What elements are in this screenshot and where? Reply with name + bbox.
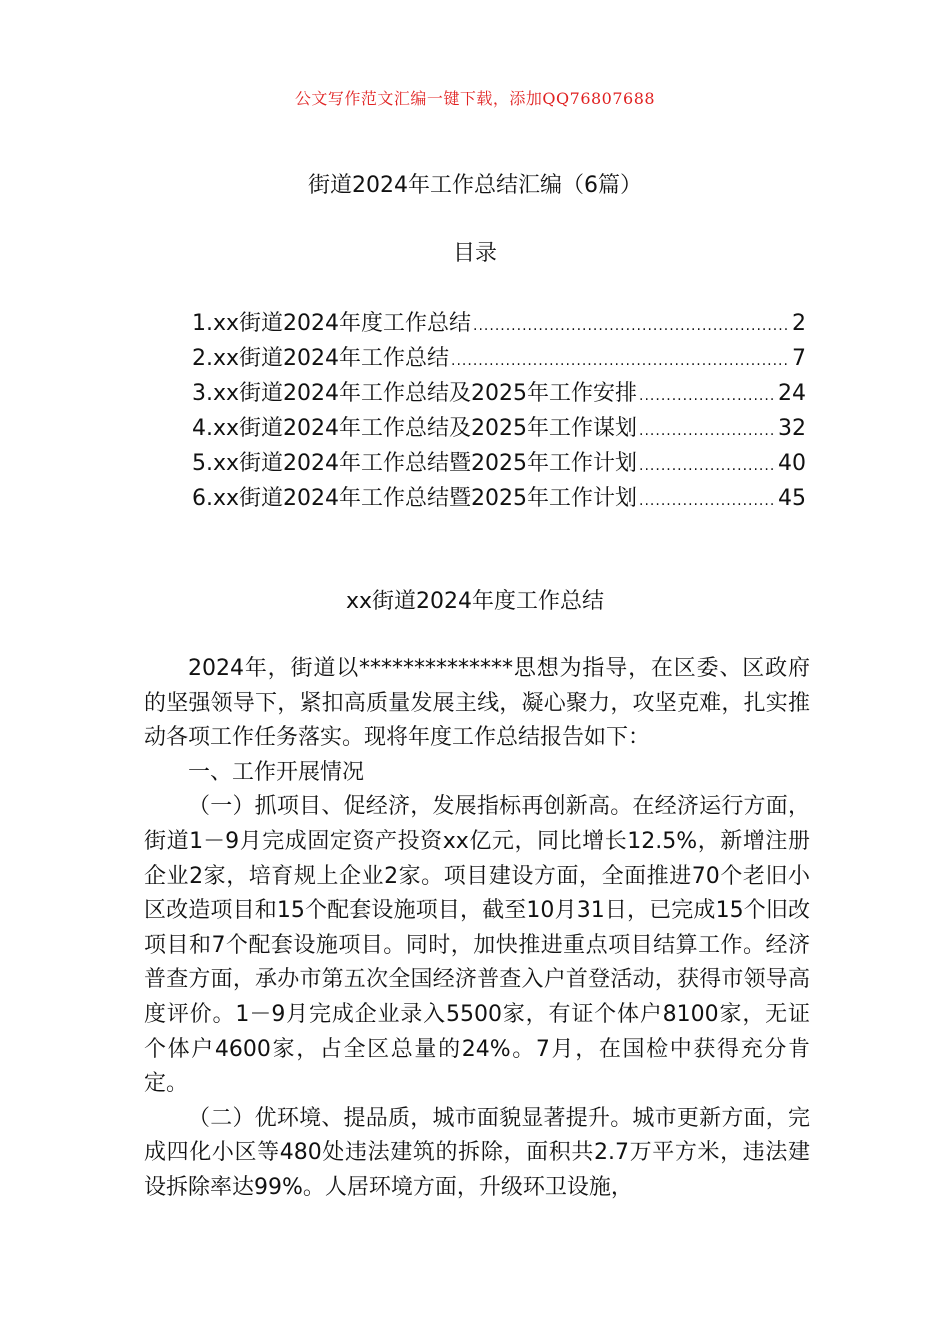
paragraph-intro: 2024年，街道以**************思想为指导，在区委、区政府的坚强领导下，紧扣高质量发展主线，凝心聚力，攻坚克难，扎实推动各项工作任务落实。现将年度工作总结报告如下： [144,656,810,751]
toc-entry-page: 2 [792,311,806,336]
toc-leader-dots [639,493,776,509]
toc-entry-label: 2.xx街道2024年工作总结 [192,346,450,371]
toc-entry[interactable] [192,481,806,516]
table-of-contents [192,306,806,516]
toc-entry[interactable] [192,411,806,446]
toc-entry-page: 7 [792,346,806,371]
document-title: 街道2024年工作总结汇编（6篇） [308,173,642,198]
toc-entry-label: 5.xx街道2024年工作总结暨2025年工作计划 [192,451,638,476]
toc-entry[interactable] [192,306,806,341]
toc-leader-dots [639,458,776,474]
toc-entry[interactable] [192,446,806,481]
toc-entry-page: 24 [778,381,806,406]
paragraph-economy: （一）抓项目、促经济，发展指标再创新高。在经济运行方面，街道1－9月完成固定资产投资xx亿元，同比增长12.5%，新增注册企业2家，培育规上企业2家。项目建设方面，全面推进70个老旧小区改造项目和15个配套设施项目，截至10月31日，已完成15个旧改项目和7个配套设施项目。同时，加快推进重点项目结算工作。经济普查方面，承办市第五次全国经济普查入户首登活动，获得市领导高度评价。1－9月完成企业录入5500家，有证个体户8100家，无证个体户4600家，占全区总量的24%。7月，在国检中获得充分肯定。 [144,794,810,1097]
toc-entry-label: 1.xx街道2024年度工作总结 [192,311,472,336]
section-title: xx街道2024年度工作总结 [345,589,605,614]
toc-leader-dots [473,318,790,334]
toc-entry[interactable] [192,341,806,376]
toc-heading: 目录 [452,241,497,266]
toc-entry-page: 45 [778,486,806,511]
body-text [144,652,810,1206]
heading-work-status: 一、工作开展情况 [188,759,365,785]
toc-entry-page: 32 [778,416,806,441]
header-note: 公文写作范文汇编一键下载，添加QQ76807688 [294,89,656,108]
toc-leader-dots [639,388,776,404]
toc-entry-label: 3.xx街道2024年工作总结及2025年工作安排 [192,381,638,406]
toc-entry[interactable] [192,376,806,411]
toc-leader-dots [639,423,776,439]
toc-entry-label: 4.xx街道2024年工作总结及2025年工作谋划 [192,416,638,441]
toc-leader-dots [451,353,790,369]
paragraph-environment: （二）优环境、提品质，城市面貌显著提升。城市更新方面，完成四化小区等480处违法建筑的拆除，面积共2.7万平方米，违法建设拆除率达99%。人居环境方面，升级环卫设施， [144,1105,810,1200]
toc-entry-page: 40 [778,451,806,476]
toc-entry-label: 6.xx街道2024年工作总结暨2025年工作计划 [192,486,638,511]
